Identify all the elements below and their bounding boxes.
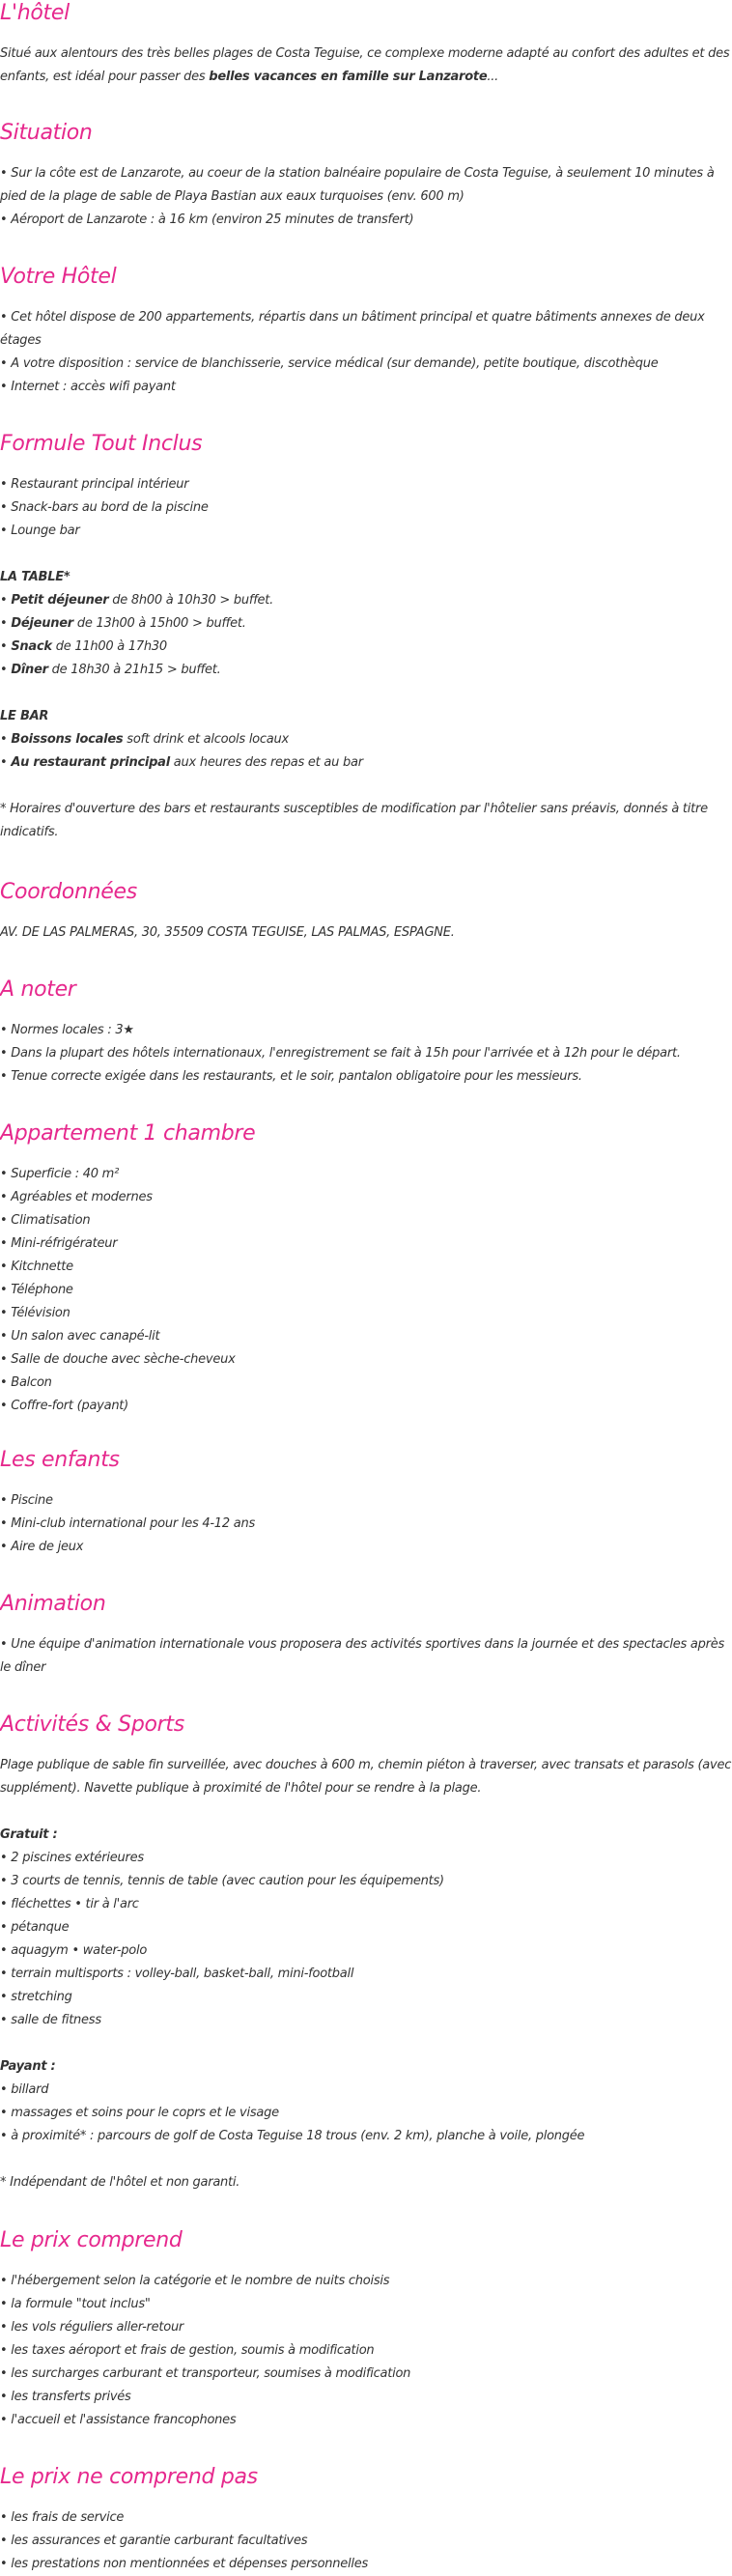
- section-hotel: [0, 0, 732, 89]
- activites-intro: Plage publique de sable fin surveillée, avec douches à 600 m, chemin piéton à traverser, avec transats et parasols (avec supplément). Navette publique à proximité de l'hôtel pour se rendre à la plage.: [0, 1758, 732, 1796]
- section-enfants: [0, 1447, 732, 1559]
- appartement-line: • Mini-réfrigérateur: [0, 1236, 118, 1251]
- situation-line: • Aéroport de Lanzarote : à 16 km (environ 25 minutes de transfert): [0, 212, 414, 227]
- appartement-line: • Téléphone: [0, 1283, 73, 1297]
- formule-note: * Horaires d'ouverture des bars et restaurants susceptibles de modification par l'hôtelier sans préavis, donnés à titre indicatifs.: [0, 802, 708, 839]
- section-title-a-noter: A noter: [0, 977, 76, 1002]
- meal-name: Dîner: [11, 663, 48, 677]
- payant-line: • à proximité* : parcours de golf de Costa Teguise 18 trous (env. 2 km), planche à voile, plongée: [0, 2129, 585, 2143]
- bar-label: LE BAR: [0, 709, 49, 723]
- meal-hours: de 18h30 à 21h15 > buffet.: [47, 663, 221, 677]
- meal-bullet: •: [0, 639, 12, 654]
- hotel-intro-end: ...: [487, 70, 499, 84]
- section-title-animation: Animation: [0, 1592, 106, 1616]
- section-prix-ne-comprend: [0, 2464, 732, 2576]
- section-coordonnees: [0, 879, 732, 945]
- formule-item: • Restaurant principal intérieur: [0, 477, 189, 492]
- gratuit-line: • terrain multisports : volley-ball, basket-ball, mini-football: [0, 1967, 354, 1981]
- prix-ne-comprend-line: • les prestations non mentionnées et dépenses personnelles: [0, 2557, 368, 2571]
- prix-ne-comprend-line: • les assurances et garantie carburant facultatives: [0, 2534, 308, 2548]
- animation-line: • Une équipe d'animation internationale vous proposera des activités sportives dans la journée et des spectacles après le dîner: [0, 1637, 724, 1675]
- enfants-line: • Piscine: [0, 1493, 53, 1508]
- formule-item: • Lounge bar: [0, 524, 80, 538]
- address: AV. DE LAS PALMERAS, 30, 35509 COSTA TEGUISE, LAS PALMAS, ESPAGNE.: [0, 925, 455, 940]
- appartement-line: • Superficie : 40 m²: [0, 1167, 120, 1181]
- gratuit-label: Gratuit :: [0, 1827, 58, 1842]
- appartement-line: • Agréables et modernes: [0, 1190, 153, 1204]
- bar-bullet: •: [0, 732, 12, 747]
- meal-bullet: •: [0, 616, 12, 631]
- enfants-line: • Aire de jeux: [0, 1540, 84, 1554]
- meal-name: Snack: [11, 639, 52, 654]
- meal-name: Déjeuner: [11, 616, 73, 631]
- section-activites: [0, 1712, 732, 2194]
- meal-line: [0, 612, 732, 636]
- hotel-intro-bold: belles vacances en famille sur Lanzarote: [209, 70, 488, 84]
- section-animation: [0, 1591, 732, 1680]
- section-prix-comprend: [0, 2227, 732, 2432]
- gratuit-line: • 3 courts de tennis, tennis de table (avec caution pour les équipements): [0, 1874, 444, 1888]
- formule-item: • Snack-bars au bord de la piscine: [0, 500, 209, 515]
- votre-hotel-line: • A votre disposition : service de blanchisserie, service médical (sur demande), petite boutique, discothèque: [0, 356, 659, 371]
- activites-note: * Indépendant de l'hôtel et non garanti.: [0, 2175, 240, 2190]
- appartement-line: • Kitchnette: [0, 1260, 73, 1274]
- appartement-line: • Télévision: [0, 1306, 70, 1320]
- prix-comprend-line: • l'hébergement selon la catégorie et le nombre de nuits choisis: [0, 2274, 390, 2288]
- section-title-prix-ne-comprend: Le prix ne comprend pas: [0, 2465, 258, 2489]
- prix-comprend-line: • les taxes aéroport et frais de gestion, soumis à modification: [0, 2343, 375, 2358]
- bar-detail: aux heures des repas et au bar: [169, 755, 363, 770]
- meal-hours: de 11h00 à 17h30: [51, 639, 167, 654]
- meal-name: Petit déjeuner: [11, 593, 109, 608]
- prix-comprend-line: • les transferts privés: [0, 2390, 131, 2404]
- bar-name: Au restaurant principal: [11, 755, 170, 770]
- section-title-votre-hotel: Votre Hôtel: [0, 265, 117, 289]
- a-noter-line: • Dans la plupart des hôtels internationaux, l'enregistrement se fait à 15h pour l'arrivée et à 12h pour le départ.: [0, 1046, 681, 1061]
- votre-hotel-line: • Cet hôtel dispose de 200 appartements, répartis dans un bâtiment principal et quatre bâtiments annexes de deux étages: [0, 310, 705, 348]
- appartement-line: • Un salon avec canapé-lit: [0, 1329, 160, 1344]
- meal-bullet: •: [0, 593, 12, 608]
- prix-ne-comprend-line: • les frais de service: [0, 2510, 125, 2525]
- situation-line: • Sur la côte est de Lanzarote, au coeur de la station balnéaire populaire de Costa Teguise, à seulement 10 minutes à pied de la plage de sable de Playa Bastian aux eaux turquoises (env. 600 m): [0, 166, 715, 204]
- section-a-noter: [0, 977, 732, 1089]
- section-title-enfants: Les enfants: [0, 1448, 120, 1472]
- appartement-line: • Coffre-fort (payant): [0, 1399, 128, 1413]
- meal-bullet: •: [0, 663, 12, 677]
- enfants-line: • Mini-club international pour les 4-12 ans: [0, 1516, 255, 1531]
- section-title-situation: Situation: [0, 121, 93, 145]
- prix-comprend-line: • les vols réguliers aller-retour: [0, 2320, 184, 2335]
- section-title-hotel: L'hôtel: [0, 1, 70, 25]
- table-label: LA TABLE*: [0, 570, 70, 584]
- bar-detail: soft drink et alcools locaux: [123, 732, 289, 747]
- gratuit-line: • stretching: [0, 1990, 72, 2004]
- meal-line: [0, 636, 732, 659]
- gratuit-line: • 2 piscines extérieures: [0, 1851, 144, 1865]
- bar-line: [0, 728, 732, 751]
- appartement-line: • Climatisation: [0, 1213, 91, 1228]
- gratuit-line: • salle de fitness: [0, 2013, 101, 2027]
- gratuit-line: • aquagym • water-polo: [0, 1943, 148, 1958]
- meal-line: [0, 589, 732, 612]
- prix-comprend-line: • l'accueil et l'assistance francophones: [0, 2413, 237, 2427]
- bar-bullet: •: [0, 755, 12, 770]
- hotel-intro: [0, 42, 732, 89]
- prix-comprend-line: • les surcharges carburant et transporteur, soumises à modification: [0, 2366, 411, 2381]
- meal-hours: de 8h00 à 10h30 > buffet.: [108, 593, 274, 608]
- meal-line: [0, 659, 732, 682]
- payant-line: • billard: [0, 2082, 49, 2097]
- appartement-line: • Salle de douche avec sèche-cheveux: [0, 1352, 236, 1367]
- votre-hotel-line: • Internet : accès wifi payant: [0, 380, 176, 394]
- section-title-coordonnees: Coordonnées: [0, 880, 137, 904]
- payant-label: Payant :: [0, 2059, 56, 2074]
- section-title-prix-comprend: Le prix comprend: [0, 2228, 183, 2252]
- bar-name: Boissons locales: [11, 732, 124, 747]
- bar-line: [0, 751, 732, 775]
- gratuit-line: • fléchettes • tir à l'arc: [0, 1897, 139, 1911]
- section-title-activites: Activités & Sports: [0, 1713, 184, 1737]
- appartement-line: • Balcon: [0, 1375, 52, 1390]
- meal-hours: de 13h00 à 15h00 > buffet.: [72, 616, 246, 631]
- section-title-formule: Formule Tout Inclus: [0, 432, 203, 456]
- a-noter-line: • Tenue correcte exigée dans les restaurants, et le soir, pantalon obligatoire pour les messieurs.: [0, 1069, 582, 1084]
- section-title-appartement: Appartement 1 chambre: [0, 1121, 256, 1146]
- section-formule: [0, 431, 732, 844]
- a-noter-line: • Normes locales : 3★: [0, 1023, 134, 1037]
- section-situation: [0, 120, 732, 232]
- section-appartement: [0, 1120, 732, 1418]
- prix-comprend-line: • la formule "tout inclus": [0, 2297, 151, 2311]
- section-votre-hotel: [0, 264, 732, 399]
- hotel-intro-text: Situé aux alentours des très belles plages de Costa Teguise, ce complexe moderne adapté au confort des adultes et des enfants, est idéal pour passer des: [0, 46, 730, 84]
- payant-line: • massages et soins pour le coprs et le visage: [0, 2106, 279, 2120]
- gratuit-line: • pétanque: [0, 1920, 70, 1935]
